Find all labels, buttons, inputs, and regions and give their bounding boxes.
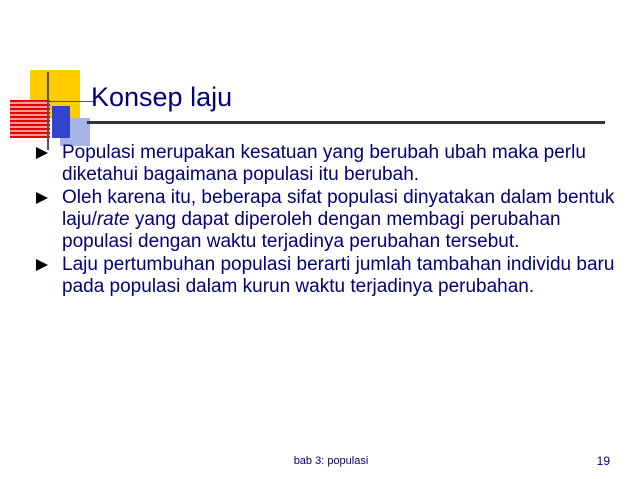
bullet-list: [36, 142, 616, 299]
title-underline: [87, 121, 605, 124]
bullet-item: [36, 254, 616, 298]
page-number: 19: [596, 454, 610, 468]
bullet-text-part: Oleh karena itu, beberapa sifat populasi dinyatakan dalam bentuk laju/: [62, 187, 615, 230]
bullet-triangle-icon: [36, 192, 48, 204]
decorative-blue-square: [52, 106, 70, 138]
slide-title: Konsep laju: [91, 82, 233, 112]
bullet-text: Populasi merupakan kesatuan yang berubah ubah maka perlu diketahui bagaimana populasi itu berubah.: [62, 142, 586, 185]
bullet-triangle-icon: [36, 147, 48, 159]
bullet-text-part: yang dapat diperoleh dengan membagi perubahan populasi dengan waktu terjadinya perubahan tersebut.: [62, 209, 561, 252]
footer-chapter-label: bab 3: populasi: [293, 455, 369, 467]
bullet-text: Laju pertumbuhan populasi berarti jumlah tambahan individu baru pada populasi dalam kurun waktu terjadinya perubahan.: [62, 254, 615, 297]
bullet-triangle-icon: [36, 259, 48, 271]
decorative-vertical-line: [47, 72, 49, 150]
bullet-italic-term: rate: [96, 209, 130, 230]
bullet-item: [36, 142, 616, 186]
decorative-red-striped-square: [10, 100, 50, 138]
bullet-item: [36, 187, 616, 253]
decorative-horizontal-line: [22, 101, 94, 102]
